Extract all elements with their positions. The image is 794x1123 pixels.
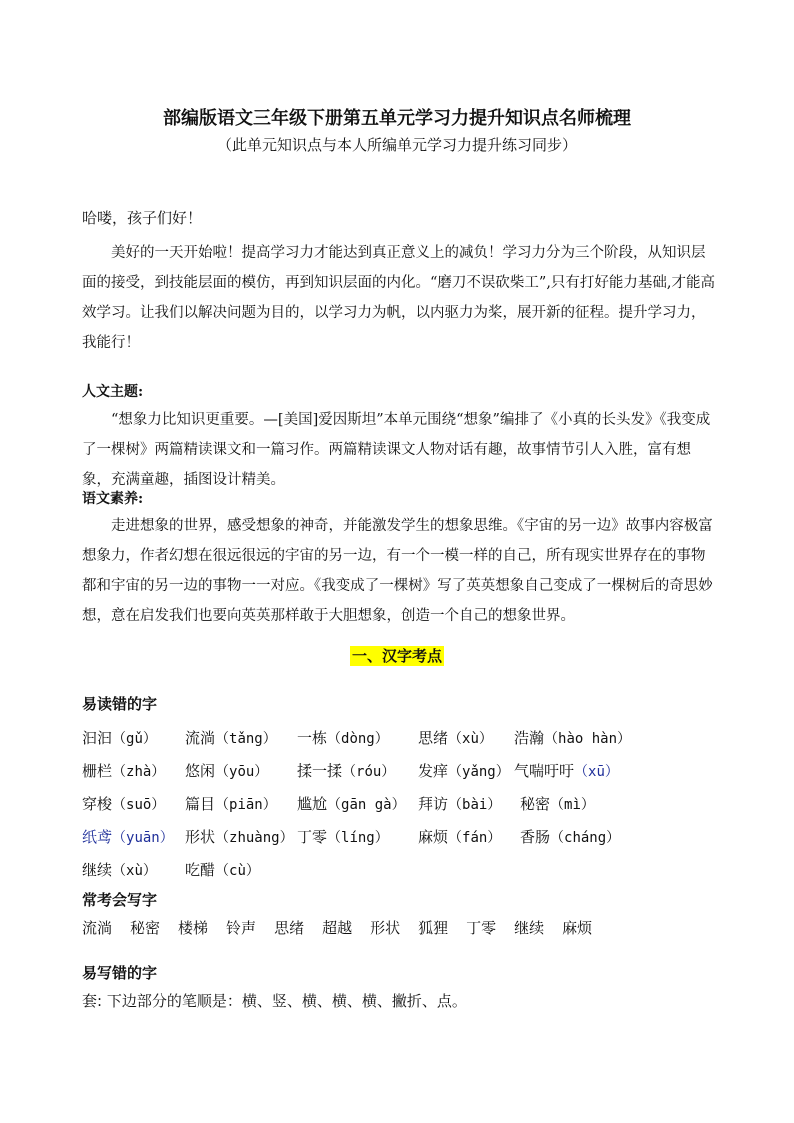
greeting: 哈喽，孩子们好！ xyxy=(82,209,203,227)
literacy-heading: 语文素养: xyxy=(82,491,144,507)
word-item: 思绪（xù） xyxy=(418,729,493,747)
word-item: 麻烦 xyxy=(562,919,593,937)
common-write-list xyxy=(82,917,610,938)
word-item: 丁零 xyxy=(466,919,497,937)
word-item: 香肠（cháng） xyxy=(520,828,621,846)
word-item: 秘密（mì） xyxy=(520,795,595,813)
word-item: 丁零（líng） xyxy=(297,828,389,846)
literacy-text: 走进想象的世界，感受想象的神奇，并能激发学生的想象思维。《宇宙的另一边》故事内容极富想象力，作者幻想在很远很远的宇宙的另一边，有一个一模一样的自己，所有现实世界存在的事物都和宇宙的另一边的事物一一对应。《我变成了一棵树》写了英英想象自己变成了一棵树后的奇思妙想，意在启发我们也要向英英那样敢于大胆想象，创造一个自己的想象世界。 xyxy=(82,518,713,624)
intro-paragraph xyxy=(82,238,718,358)
word-item: 超越 xyxy=(322,919,353,937)
word-item: 形状（zhuàng） xyxy=(185,828,294,846)
word-item: 篇目（piān） xyxy=(185,795,277,813)
word-item: 悠闲（yōu） xyxy=(185,762,269,780)
word-item: 穿梭（suō） xyxy=(82,795,166,813)
word-item: 继续 xyxy=(514,919,545,937)
word-item: 一栋（dòng） xyxy=(297,729,389,747)
word-item: 汩汩（gǔ） xyxy=(82,729,157,747)
literacy-paragraph xyxy=(82,511,718,631)
stroke-order-note: 套: 下边部分的笔顺是：横、竖、横、横、横、撇折、点。 xyxy=(82,992,467,1010)
word-item: 继续（xù） xyxy=(82,861,157,879)
intro-text: 美好的一天开始啦！提高学习力才能达到真正意义上的减负！学习力分为三个阶段，从知识层面的接受，到技能层面的模仿，再到知识层面的内化。“磨刀不误砍柴工”,只有打好能力基础,才能高效学习。让我们以解决问题为目的，以学习力为帆，以内驱力为桨，展开新的征程。提升学习力，我能行！ xyxy=(82,245,716,351)
theme-paragraph xyxy=(82,405,718,495)
theme-heading: 人文主题: xyxy=(82,384,144,400)
page-title: 部编版语文三年级下册第五单元学习力提升知识点名师梳理 xyxy=(163,108,631,129)
word-item: 狐狸 xyxy=(418,919,449,937)
section-title-highlight: 一、汉字考点 xyxy=(351,647,442,665)
common-write-heading: 常考会写字 xyxy=(82,891,158,909)
word-item: 气喘吁吁（xū） xyxy=(514,762,619,780)
word-item: 形状 xyxy=(370,919,401,937)
word-item: 流淌 xyxy=(82,919,113,937)
word-item: 拜访（bài） xyxy=(418,795,502,813)
page-subtitle: （此单元知识点与本人所编单元学习力提升练习同步） xyxy=(216,136,577,154)
theme-text: “想象力比知识更重要。—[美国]爱因斯坦”本单元围绕“想象”编排了《小真的长头发》《我变成了一棵树》两篇精读课文和一篇习作。两篇精读课文人物对话有趣，故事情节引人入胜，富有想象，充满童趣，插图设计精美。 xyxy=(82,412,711,488)
word-item: 浩瀚（hào hàn） xyxy=(514,729,632,747)
word-item: 发痒（yǎng） xyxy=(418,762,510,780)
word-item: 吃醋（cù） xyxy=(185,861,260,879)
word-item: 栅栏（zhà） xyxy=(82,762,166,780)
word-item: 流淌（tǎng） xyxy=(185,729,277,747)
word-item: 思绪 xyxy=(274,919,305,937)
word-item: 楼梯 xyxy=(178,919,209,937)
word-item: 纸鸢（yuān） xyxy=(82,828,174,846)
easy-read-heading: 易读错的字 xyxy=(82,695,158,713)
section-title xyxy=(0,645,794,666)
word-item: 铃声 xyxy=(226,919,257,937)
word-item: 秘密 xyxy=(130,919,161,937)
word-item: 揉一揉（róu） xyxy=(297,762,396,780)
easy-wrong-heading: 易写错的字 xyxy=(82,964,158,982)
word-item: 麻烦（fán） xyxy=(418,828,502,846)
word-item: 尴尬（gān gà） xyxy=(297,795,406,813)
